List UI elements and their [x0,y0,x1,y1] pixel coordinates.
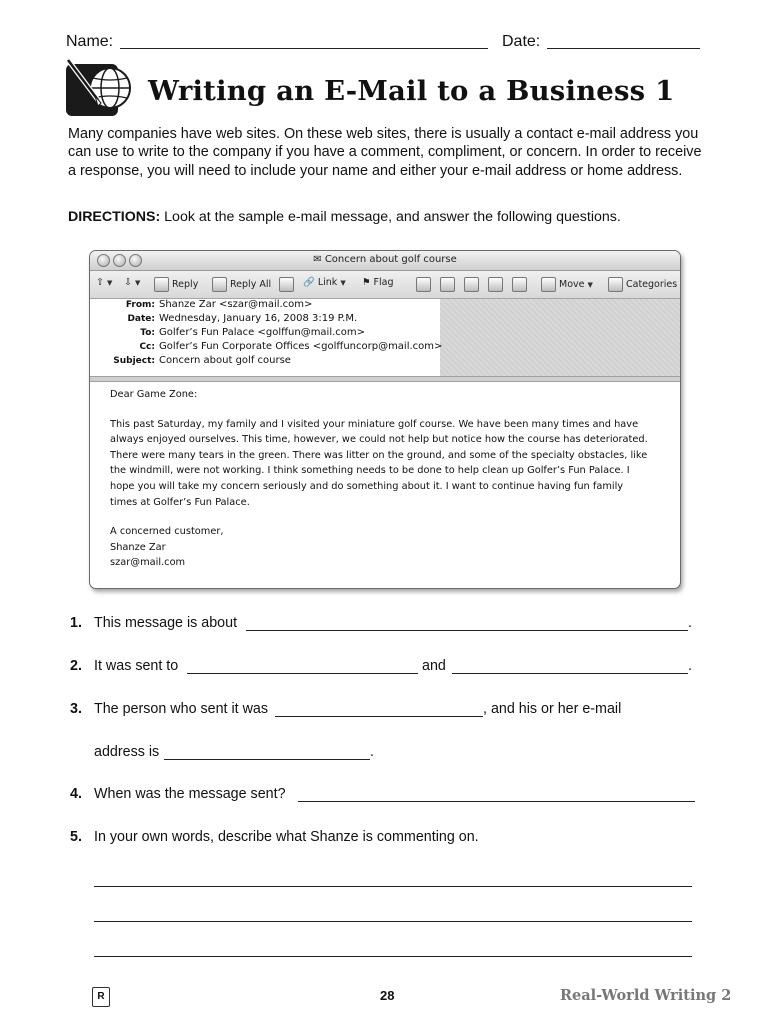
answer-line-3b[interactable] [164,759,370,760]
reply-button[interactable]: Reply [154,277,198,292]
compose-button[interactable] [416,277,431,292]
categories-icon [608,277,623,292]
answer-line-5b[interactable] [94,921,692,922]
window-title: ✉ Concern about golf course [313,254,457,265]
intro-paragraph: Many companies have web sites. On these web sites, there is usually a contact e-mail address you can use to write to the company if you have a comment, compliment, or concern. In order to receive a response, you will need to include your name and either your e-mail address or home address. [68,126,702,179]
font-button[interactable] [512,277,527,292]
email-window [89,250,681,589]
reply-all-button[interactable]: Reply All [212,277,271,292]
closing: A concerned customer, [110,526,224,538]
down-arrow-icon: ⇩ [124,277,132,288]
reply-all-icon [212,277,227,292]
print-icon [440,277,455,292]
flag-icon: ⚑ [362,277,371,288]
book-title: Real-World Writing 2 [560,987,732,1004]
pen-and-globe-icon [62,58,142,120]
flag-button[interactable]: ⚑ Flag [362,277,394,288]
print-button[interactable] [440,277,455,292]
trash-icon [464,277,479,292]
forward-button[interactable] [279,277,294,292]
next-button[interactable]: ⇩ ▼ [124,277,141,288]
question-1: 1. This message is about [70,615,238,631]
directions-text: Look at the sample e-mail message, and answer the following questions. [164,209,621,225]
forward-icon [279,277,294,292]
junk-icon [488,277,503,292]
question-2: 2. It was sent to [70,658,179,674]
name-label: Name: [66,33,114,50]
delete-button[interactable] [464,277,479,292]
greeting: Dear Game Zone: [110,389,198,400]
answer-line-4[interactable] [298,801,695,802]
question-4: 4. When was the message sent? [70,786,286,802]
signature-name: Shanze Zar [110,541,166,553]
date-label: Date: [502,33,541,50]
header-subject: Subject: Concern about golf course [113,355,291,366]
message-headers [90,299,680,381]
page-title: Writing an E-Mail to a Business 1 [148,75,675,107]
answer-line-1[interactable] [246,630,688,631]
publisher-logo-icon: R [92,987,110,1007]
header-from: From: Shanze Zar <szar@mail.com> [125,299,313,310]
window-titlebar [90,251,680,271]
body-paragraph: This past Saturday, my family and I visited your miniature golf course. We have been many times and have always enjoyed ourselves. This time, however, we could not help but notice how the course has deteriorated. There were many tears in the green. There was litter on the ground, and some of the specialty obstacles, like the windmill, were not working. I think something needs to be done to help clean up Golfer’s Fun Palace. I hope you will take my concern seriously and do something about it. I want to continue having fun family times at Golfer’s Fun Palace. [110,418,648,508]
header-cc: Cc: Golfer’s Fun Corporate Offices <golffuncorp@mail.com> [139,341,443,352]
page-number: 28 [380,988,395,1003]
categories-button[interactable]: Categories [608,277,677,292]
move-button[interactable]: Move ▼ [541,277,593,292]
pane-divider[interactable] [90,376,680,382]
folder-icon [541,277,556,292]
question-3-continued: address is [94,744,160,760]
answer-line-2b[interactable] [452,673,688,674]
directions [68,209,708,225]
question-3: 3. The person who sent it was [70,701,269,717]
answer-line-5a[interactable] [94,886,692,887]
link-button[interactable]: 🔗 Link ▼ [303,277,346,288]
envelope-icon: ✉ [313,254,322,265]
answer-line-2a[interactable] [187,673,418,674]
date-answer-line[interactable] [547,48,700,49]
compose-icon [416,277,431,292]
header-to: To: Golfer’s Fun Palace <golffun@mail.com> [140,327,366,338]
question-5: 5. In your own words, describe what Shanze is commenting on. [70,829,479,845]
font-icon [512,277,527,292]
answer-line-3a[interactable] [275,716,483,717]
answer-line-5c[interactable] [94,956,692,957]
reply-icon [154,277,169,292]
up-arrow-icon: ⇧ [96,277,104,288]
link-icon: 🔗 [303,277,315,288]
name-answer-line[interactable] [120,48,488,49]
message-body [110,387,650,571]
toolbar [90,271,680,299]
junk-button[interactable] [488,277,503,292]
previous-button[interactable]: ⇧ ▼ [96,277,113,288]
header-date: Date: Wednesday, January 16, 2008 3:19 P.M. [127,313,358,324]
signature-email: szar@mail.com [110,557,186,569]
directions-label: DIRECTIONS: [68,209,161,225]
